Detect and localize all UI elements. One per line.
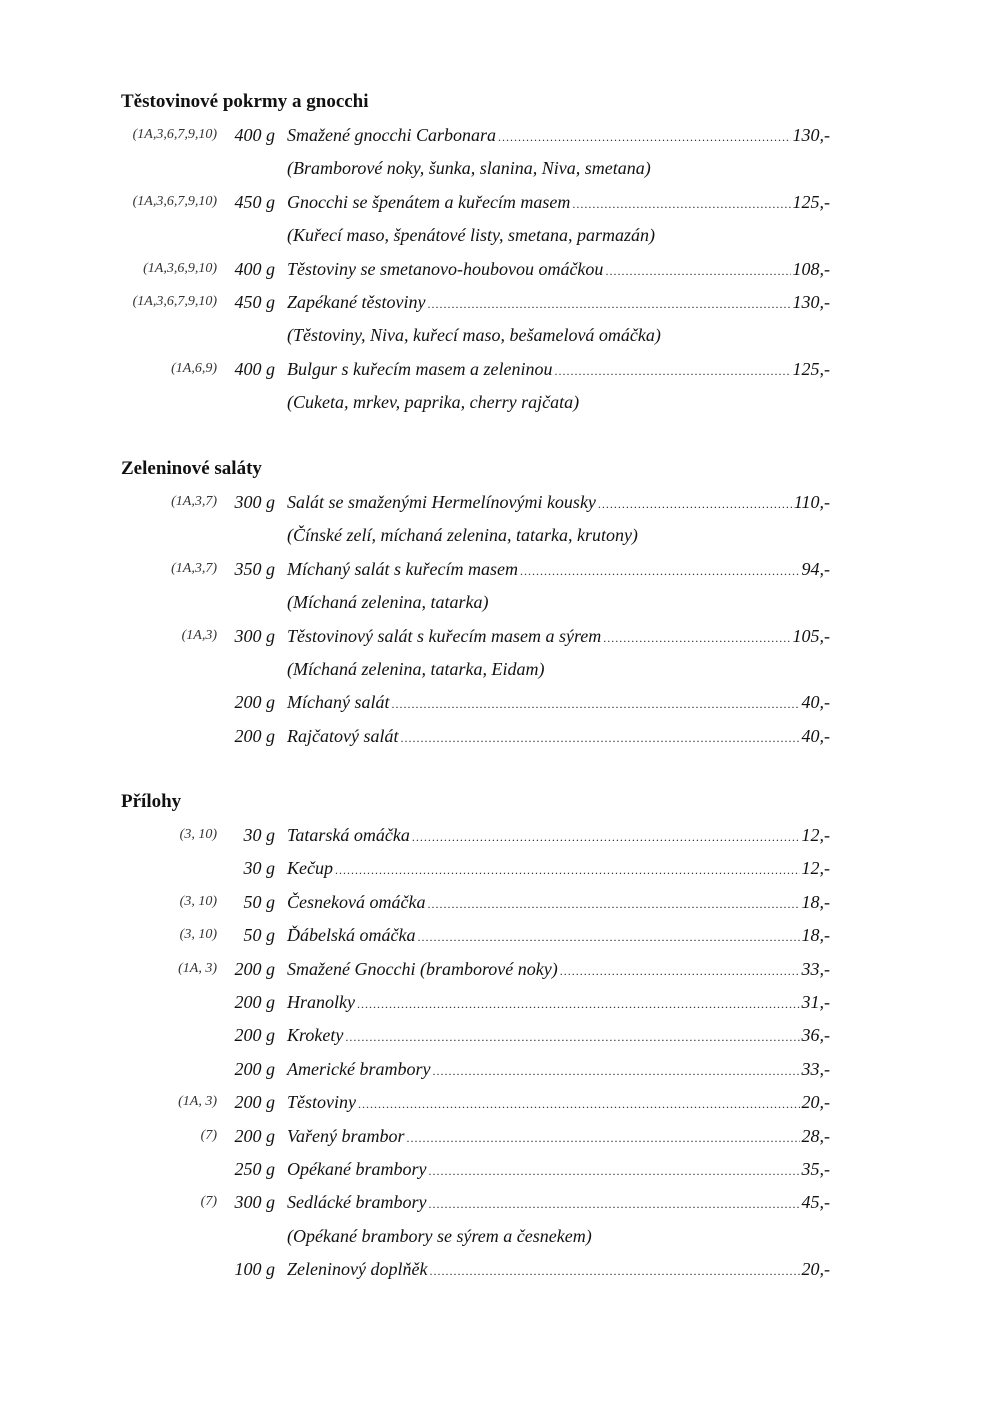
dot-leader — [498, 120, 791, 154]
item-name: Rajčatový salát — [287, 725, 399, 746]
item-description: (Míchaná zelenina, tatarka) — [287, 592, 489, 613]
allergens: (1A,3,7) — [171, 560, 217, 576]
item-weight: 30 g — [243, 858, 275, 879]
menu-item — [0, 1252, 992, 1286]
item-name: Těstoviny se smetanovo-houbovou omáčkou — [287, 258, 604, 279]
item-line — [287, 185, 830, 221]
item-price: 130,- — [792, 292, 830, 312]
allergens: (7) — [200, 1127, 217, 1143]
menu-item — [0, 1018, 992, 1052]
menu-item — [0, 485, 992, 519]
dot-leader — [560, 954, 800, 988]
item-price: 105,- — [792, 625, 830, 646]
item-line — [287, 118, 830, 154]
item-price: 36,- — [801, 1025, 830, 1046]
item-description: (Míchaná zelenina, tatarka, Eidam) — [287, 659, 545, 679]
section-title: Zeleninové saláty — [121, 458, 262, 479]
dot-leader — [428, 1187, 799, 1221]
dot-leader — [572, 187, 790, 221]
item-line — [287, 1018, 830, 1054]
item-line — [287, 1052, 830, 1088]
menu-item — [0, 185, 992, 219]
item-line — [287, 818, 830, 854]
item-name: Smažené Gnocchi (bramborové noky) — [287, 958, 558, 979]
item-name: Míchaný salát — [287, 692, 390, 713]
dot-leader — [429, 1254, 799, 1288]
item-description: (Opékané brambory se sýrem a česnekem) — [287, 1225, 592, 1246]
item-line — [287, 918, 830, 954]
menu-item — [0, 1119, 992, 1153]
item-line — [287, 552, 830, 588]
item-weight: 400 g — [234, 125, 275, 145]
item-price: 125,- — [792, 358, 830, 379]
item-price: 33,- — [801, 958, 830, 979]
item-weight: 100 g — [234, 1259, 275, 1280]
item-weight: 200 g — [234, 1092, 275, 1113]
item-name: Sedlácké brambory — [287, 1192, 427, 1213]
item-price: 28,- — [801, 1125, 830, 1146]
item-price: 12,- — [801, 858, 830, 879]
item-name: Kečup — [287, 858, 333, 879]
item-weight: 200 g — [234, 1025, 275, 1046]
item-price: 130,- — [792, 125, 830, 145]
item-price: 94,- — [801, 558, 830, 579]
menu-item — [0, 352, 992, 386]
item-price: 20,- — [801, 1259, 830, 1280]
item-weight: 30 g — [243, 825, 275, 845]
allergens: (1A, 3) — [178, 960, 217, 976]
item-weight: 300 g — [234, 492, 275, 512]
dot-leader — [391, 687, 799, 721]
item-name: Krokety — [287, 1025, 344, 1046]
item-price: 18,- — [801, 925, 830, 946]
dot-leader — [417, 920, 799, 954]
item-description-row — [0, 385, 992, 419]
menu-item — [0, 985, 992, 1019]
item-weight: 300 g — [234, 1192, 275, 1213]
dot-leader — [427, 287, 790, 321]
menu-item — [0, 552, 992, 586]
dot-leader — [598, 487, 792, 521]
allergens: (3, 10) — [179, 827, 217, 842]
menu-item — [0, 918, 992, 952]
item-price: 110,- — [793, 492, 830, 512]
item-name: Těstovinový salát s kuřecím masem a sýrem — [287, 625, 602, 646]
item-name: Bulgur s kuřecím masem a zeleninou — [287, 358, 553, 379]
item-name: Těstoviny — [287, 1092, 356, 1113]
item-name: Hranolky — [287, 992, 355, 1012]
item-name: Tatarská omáčka — [287, 825, 410, 845]
menu-item — [0, 1085, 992, 1119]
item-description-row — [0, 518, 992, 552]
allergens: (1A,3,6,7,9,10) — [132, 193, 217, 209]
dot-leader — [432, 1054, 799, 1088]
item-line — [287, 851, 830, 887]
dot-leader — [428, 1154, 799, 1188]
item-description-row — [0, 318, 992, 352]
item-name: Smažené gnocchi Carbonara — [287, 125, 496, 145]
item-name: Salát se smaženými Hermelínovými kousky — [287, 492, 596, 512]
allergens: (3, 10) — [179, 893, 217, 909]
menu-item — [0, 851, 992, 885]
item-line — [287, 285, 830, 321]
allergens: (3, 10) — [179, 927, 217, 943]
dot-leader — [357, 987, 800, 1021]
item-description-row — [0, 652, 992, 686]
dot-leader — [358, 1087, 800, 1121]
menu-item — [0, 719, 992, 753]
allergens: (1A,3,6,9,10) — [143, 260, 217, 276]
item-description-row — [0, 218, 992, 252]
allergens: (1A,3,6,7,9,10) — [132, 294, 217, 309]
dot-leader — [605, 254, 790, 288]
menu-item — [0, 952, 992, 986]
item-description: (Bramborové noky, šunka, slanina, Niva, smetana) — [287, 158, 651, 179]
item-price: 40,- — [801, 692, 830, 713]
section-title: Přílohy — [121, 791, 182, 812]
item-name: Americké brambory — [287, 1058, 431, 1079]
item-price: 20,- — [801, 1092, 830, 1113]
menu-item — [0, 285, 992, 319]
item-weight: 50 g — [243, 925, 275, 946]
allergens: (1A,3) — [181, 627, 217, 643]
dot-leader — [520, 554, 800, 588]
item-weight: 400 g — [234, 258, 275, 279]
item-line — [287, 352, 830, 388]
item-weight: 50 g — [243, 891, 275, 912]
item-weight: 200 g — [234, 692, 275, 713]
item-line — [287, 619, 830, 655]
item-weight: 200 g — [234, 1058, 275, 1079]
menu-item — [0, 1152, 992, 1186]
item-weight: 400 g — [234, 358, 275, 379]
menu-item — [0, 818, 992, 852]
item-name: Vařený brambor — [287, 1125, 405, 1146]
item-weight: 200 g — [234, 1125, 275, 1146]
item-weight: 450 g — [234, 292, 275, 312]
menu-item — [0, 252, 992, 286]
allergens: (1A,3,6,7,9,10) — [132, 127, 217, 142]
item-weight: 200 g — [234, 958, 275, 979]
menu-item — [0, 619, 992, 653]
menu-item — [0, 1185, 992, 1219]
item-price: 108,- — [792, 258, 830, 279]
item-price: 35,- — [801, 1159, 830, 1179]
item-weight: 350 g — [234, 558, 275, 579]
item-line — [287, 1252, 830, 1288]
allergens: (7) — [200, 1194, 217, 1210]
dot-leader — [345, 1020, 799, 1054]
dot-leader — [335, 853, 800, 887]
item-name: Opékané brambory — [287, 1159, 427, 1179]
item-line — [287, 1185, 830, 1221]
item-weight: 200 g — [234, 725, 275, 746]
item-description: (Čínské zelí, míchaná zelenina, tatarka, krutony) — [287, 525, 638, 546]
dot-leader — [412, 820, 800, 854]
item-line — [287, 952, 830, 988]
item-line — [287, 1152, 830, 1188]
item-price: 18,- — [801, 891, 830, 912]
item-name: Česneková omáčka — [287, 891, 426, 912]
item-price: 40,- — [801, 725, 830, 746]
allergens: (1A,3,7) — [171, 494, 217, 509]
dot-leader — [427, 887, 799, 921]
item-price: 31,- — [801, 992, 830, 1012]
dot-leader — [603, 621, 790, 655]
item-name: Zeleninový doplňěk — [287, 1259, 428, 1280]
item-weight: 200 g — [234, 992, 275, 1012]
item-price: 45,- — [801, 1192, 830, 1213]
item-price: 12,- — [801, 825, 830, 845]
item-description-row — [0, 585, 992, 619]
allergens: (1A,6,9) — [171, 360, 217, 376]
item-description: (Cuketa, mrkev, paprika, cherry rajčata) — [287, 392, 580, 413]
item-name: Gnocchi se špenátem a kuřecím masem — [287, 191, 571, 212]
dot-leader — [400, 721, 799, 755]
item-name: Zapékané těstoviny — [287, 292, 426, 312]
dot-leader — [407, 1121, 800, 1155]
dot-leader — [554, 354, 790, 388]
item-line — [287, 485, 830, 521]
item-price: 125,- — [792, 191, 830, 212]
item-line — [287, 719, 830, 755]
item-line — [287, 685, 830, 721]
item-description-row — [0, 1219, 992, 1253]
menu-item — [0, 1052, 992, 1086]
item-price: 33,- — [801, 1058, 830, 1079]
item-name: Míchaný salát s kuřecím masem — [287, 558, 518, 579]
item-line — [287, 252, 830, 288]
item-line — [287, 985, 830, 1021]
item-weight: 450 g — [234, 191, 275, 212]
item-weight: 300 g — [234, 625, 275, 646]
menu-item — [0, 118, 992, 152]
item-line — [287, 1085, 830, 1121]
item-description: (Kuřecí maso, špenátové listy, smetana, parmazán) — [287, 225, 655, 246]
item-description: (Těstoviny, Niva, kuřecí maso, bešamelová omáčka) — [287, 325, 661, 346]
menu-item — [0, 885, 992, 919]
item-description-row — [0, 151, 992, 185]
item-weight: 250 g — [234, 1159, 275, 1179]
item-name: Ďábelská omáčka — [287, 925, 416, 946]
menu-item — [0, 685, 992, 719]
item-line — [287, 1119, 830, 1155]
allergens: (1A, 3) — [178, 1094, 217, 1110]
item-line — [287, 885, 830, 921]
section-title: Těstovinové pokrmy a gnocchi — [121, 91, 369, 112]
